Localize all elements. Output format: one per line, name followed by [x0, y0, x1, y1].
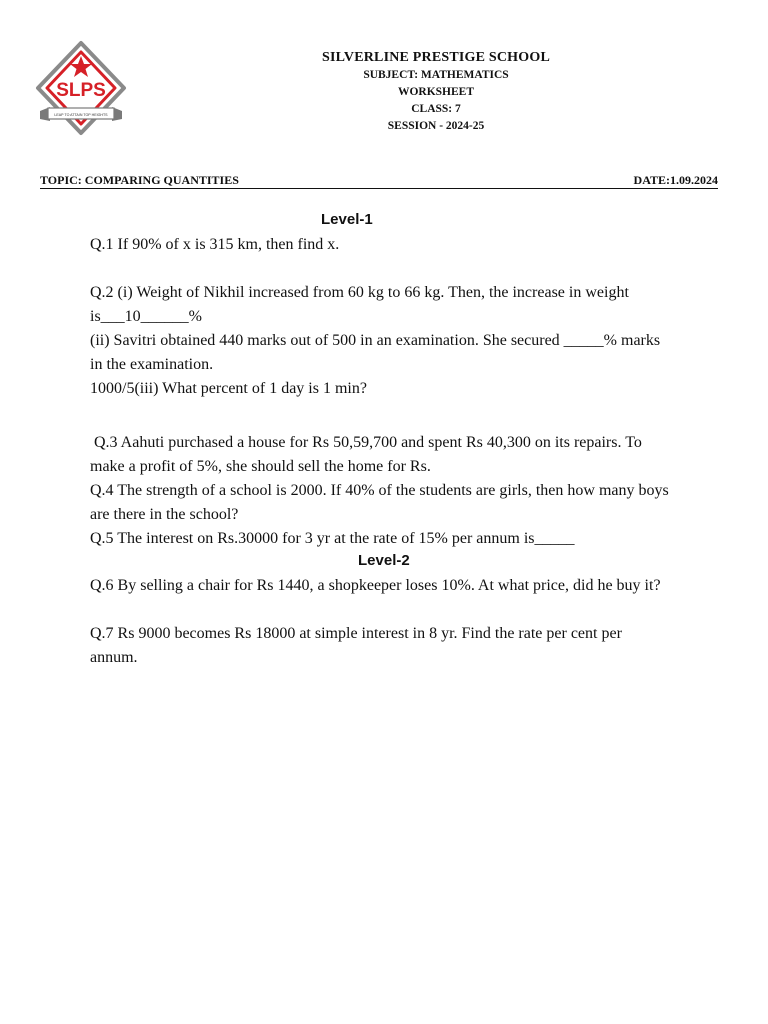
logo-ribbon-text: LEAP TO ATTAIN TOP HEIGHTS	[54, 113, 108, 117]
question-2-line-2: is___10______%	[90, 308, 202, 325]
question-3-line-1: Q.3 Aahuti purchased a house for Rs 50,59,700 and spent Rs 40,300 on its repairs. To	[90, 434, 642, 451]
session-line: SESSION - 2024-25	[387, 120, 485, 132]
school-name: SILVERLINE PRESTIGE SCHOOL	[322, 50, 550, 65]
topic-label: TOPIC: COMPARING QUANTITIES	[40, 173, 239, 187]
topic-date-row	[40, 172, 718, 189]
question-1: Q.1 If 90% of x is 315 km, then find x.	[90, 236, 340, 253]
school-logo	[34, 40, 128, 136]
question-6: Q.6 By selling a chair for Rs 1440, a shopkeeper loses 10%. At what price, did he buy it?	[90, 577, 661, 594]
question-7-line-1: Q.7 Rs 9000 becomes Rs 18000 at simple interest in 8 yr. Find the rate per cent per	[90, 625, 622, 642]
question-5: Q.5 The interest on Rs.30000 for 3 yr at the rate of 15% per annum is_____	[90, 530, 575, 547]
question-4-line-2: are there in the school?	[90, 506, 239, 523]
school-logo-emblem	[34, 40, 128, 136]
question-2-line-3: (ii) Savitri obtained 440 marks out of 500 in an examination. She secured _____% marks	[90, 332, 661, 349]
question-2-line-1: Q.2 (i) Weight of Nikhil increased from 60 kg to 66 kg. Then, the increase in weight	[90, 284, 629, 301]
question-2-line-5: 1000/5(iii) What percent of 1 day is 1 min?	[90, 380, 367, 397]
question-7-line-2: annum.	[90, 649, 138, 666]
level-2-heading: Level-2	[358, 552, 410, 569]
class-line: CLASS: 7	[411, 103, 461, 115]
question-3-line-2: make a profit of 5%, she should sell the home for Rs.	[90, 458, 431, 475]
worksheet-header	[260, 49, 612, 135]
question-4-line-1: Q.4 The strength of a school is 2000. If 40% of the students are girls, then how many boys	[90, 482, 669, 499]
question-2-line-4: in the examination.	[90, 356, 214, 373]
worksheet-line: WORKSHEET	[397, 86, 475, 98]
subject-line: SUBJECT: MATHEMATICS	[363, 69, 509, 81]
logo-text: SLPS	[56, 80, 106, 101]
date-label: DATE:1.09.2024	[633, 173, 718, 187]
level-1-heading: Level-1	[321, 211, 373, 228]
